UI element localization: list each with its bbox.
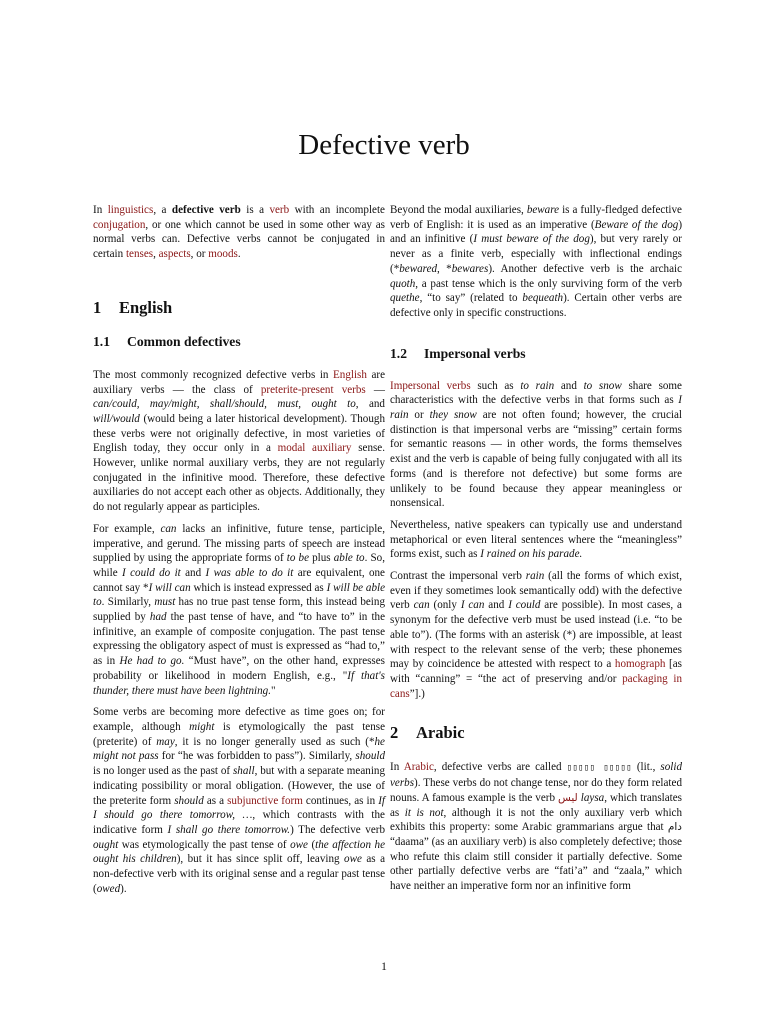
- wiki-link[interactable]: homograph: [614, 658, 666, 671]
- italic-text: He had to go.: [119, 655, 185, 668]
- italic-text: to be: [286, 552, 309, 565]
- wiki-link[interactable]: tenses: [125, 248, 154, 261]
- subsection-number: 1.2: [390, 345, 407, 361]
- wiki-link[interactable]: English: [333, 368, 367, 381]
- italic-text: bewares: [451, 262, 489, 275]
- italic-text: can: [160, 522, 177, 535]
- italic-text: to snow: [583, 379, 622, 392]
- italic-text: he might not pass: [93, 735, 385, 763]
- italic-text: I could: [508, 599, 541, 612]
- paragraph: For example, can lacks an infinitive, future tense, participle, imperative, and gerund. The missing parts of speech are instead supplied by using the appropriate forms of to be plus able to. So, while I could do it and I was able to do it are equivalent, one cannot say *I will can which is instead expressed as I will be able to. Similarly, must has no true past tense form, this instead being supplied by had the past tense of have, and “to have to” in the infinitive, an example of composite conjugation. The past tense expressing the obligatory aspect of must is expressed as “had to,” as in He had to go. “Must have”, on the other hand, expresses probability or likelihood in modern English, e.g., "If that's thunder, there must have been lightning.": [93, 522, 386, 697]
- italic-text: I can: [460, 599, 485, 612]
- paragraph: In Arabic, defective verbs are called ▯▯▯▯▯ ▯▯▯▯▯ (lit., solid verbs). These verbs do not change tense, nor do they form related nouns. A famous example is the verb ليس laysa, which translates as it is not, although it is not the only auxiliary verb which exhibits this property: some Arabic grammarians argue that دام “daama” (as an auxiliary verb) is also completely defective; those who refute this claim still consider it partially defective. Some other partially defective verbs are “fati’a” and “zaala,” which have neither an imperative form nor an infinitive form: [390, 761, 683, 893]
- wiki-link[interactable]: modal auxiliary: [277, 442, 352, 455]
- italic-text: rain: [525, 570, 545, 583]
- left-column: [93, 203, 385, 903]
- italic-text: they snow: [429, 409, 477, 422]
- subsection-title: Impersonal verbs: [424, 345, 526, 361]
- wiki-link[interactable]: verb: [269, 204, 290, 216]
- italic-text: I could do it: [122, 566, 181, 579]
- italic-text: can/could, may/might, shall/should, must, ought to: [93, 398, 356, 411]
- italic-text: shall: [232, 765, 255, 778]
- italic-text: must: [154, 596, 176, 609]
- italic-text: owe: [290, 838, 308, 851]
- italic-text: owe: [344, 853, 362, 866]
- italic-text: solid verbs: [390, 761, 682, 790]
- subsection-heading-impersonal-verbs: [390, 345, 682, 363]
- italic-text: might: [189, 720, 215, 733]
- italic-text: I will can: [148, 581, 191, 594]
- italic-text: had: [149, 611, 167, 624]
- italic-text: If I should go there tomorrow, …: [93, 794, 385, 822]
- italic-text: able to: [333, 552, 365, 565]
- italic-text: If that's thunder, there must have been lightning.: [93, 669, 386, 697]
- wiki-link[interactable]: Impersonal verbs: [390, 379, 471, 392]
- paragraph: Some verbs are becoming more defective as time goes on; for example, although might is etymologically the past tense (preterite) of may, it is no longer generally used as such (*he might not pass for “he was forbidden to pass”). Similarly, should is no longer used as the past of shall, but with a separate meaning indicating possibility or moral obligation. (However, the use of the preterite form should as a subjunctive form continues, as in If I should go there tomorrow, …, which contrasts with the indicative form I shall go there tomorrow.) The defective verb ought was etymologically the past tense of owe (the affection he ought his children), but it has since split off, leaving owe as a non-defective verb with its original sense and a regular past tense (owed).: [93, 706, 386, 895]
- section-title: Arabic: [416, 723, 465, 743]
- section-heading-english: [93, 298, 385, 318]
- intro-paragraph: In linguistics, a defective verb is a verb with an incomplete conjugation, or one which cannot be used in some other way as normal verbs can. Defective verbs cannot be conjugated in certain tenses, aspects, or moods.: [93, 204, 385, 261]
- italic-text: bewared: [399, 262, 438, 275]
- wiki-link[interactable]: moods: [208, 248, 238, 261]
- italic-text: quoth: [390, 277, 416, 290]
- subsection-title: Common defectives: [127, 333, 241, 349]
- italic-text: I shall go there tomorrow.: [167, 823, 291, 836]
- section-heading-arabic: [390, 723, 682, 743]
- page-number: 1: [381, 961, 387, 973]
- paragraph: Impersonal verbs such as to rain and to snow share some characteristics with the defective verbs in that forms such as I rain or they snow are not often found; however, the crucial distinction is that impersonal verbs are “missing” certain forms for semantic reasons — in other words, the forms themselves exist and the verb is capable of being fully conjugated with all its forms (and is therefore not defective) but some forms are unlikely to be found because they appear meaningless or nonsensical.: [390, 379, 682, 510]
- italic-text: the affection he ought his children: [93, 838, 386, 866]
- italic-text: should: [174, 794, 204, 807]
- bold-term: defective verb: [171, 204, 241, 216]
- italic-text: beware: [526, 204, 560, 216]
- italic-text: can: [413, 599, 430, 612]
- wiki-link[interactable]: conjugation: [93, 218, 146, 231]
- wiki-link[interactable]: preterite-present verbs: [260, 383, 366, 396]
- italic-text: ought: [93, 838, 119, 851]
- wiki-link[interactable]: linguistics: [107, 204, 154, 216]
- italic-text: I was able to do it: [205, 566, 294, 579]
- section-number: 2: [390, 723, 399, 743]
- wiki-link[interactable]: aspects: [158, 248, 191, 261]
- italic-text: to rain: [520, 379, 555, 392]
- wiki-link[interactable]: Arabic: [403, 761, 434, 774]
- page-title: Defective verb: [298, 129, 470, 162]
- italic-text: may: [156, 735, 175, 748]
- italic-text: I will be able to: [93, 581, 386, 609]
- paragraph: Beyond the modal auxiliaries, beware is a fully-fledged defective verb of English: it is used as an imperative (Beware of the dog) and an infinitive (I must beware of the dog), but very rarely or never as a finite verb, especially with inflectional endings (*bewared, *bewares). Another defective verb is the archaic quoth, a past tense which is the only surviving form of the verb quethe, “to say” (related to bequeath). Certain other verbs are defective only in specific constructions.: [390, 204, 683, 319]
- italic-text: I must beware of the dog: [473, 233, 590, 246]
- italic-text: quethe: [390, 292, 420, 305]
- italic-text: will/would: [93, 412, 140, 425]
- italic-text: it is not: [404, 806, 444, 819]
- right-column: [390, 203, 682, 901]
- section-title: English: [119, 297, 173, 317]
- arabic-wiki-link[interactable]: ليس: [558, 791, 578, 804]
- wiki-link[interactable]: subjunctive form: [227, 794, 303, 807]
- subsection-heading-common-defectives: [93, 333, 385, 351]
- section-number: 1: [93, 297, 102, 317]
- wiki-link[interactable]: packaging in cans: [390, 672, 682, 700]
- italic-text: laysa: [580, 791, 605, 804]
- italic-text: should: [355, 750, 385, 763]
- paragraph: Contrast the impersonal verb rain (all the forms of which exist, even if they sometimes look semantically odd) with the defective verb can (only I can and I could are possible). In most cases, a synonym for the defective verb must be used instead (i.e. “to be able to”). (The forms with an asterisk (*) are impossible, at least with respect to the relevant sense of the verb; these phonemes may by coincidence be attested with respect to a homograph [as with “canning” = “the act of preserving and/or packaging in cans”].): [390, 570, 683, 700]
- subsection-number: 1.1: [93, 333, 110, 349]
- italic-text: owed: [96, 882, 121, 895]
- italic-text: I rained on his parade.: [480, 548, 583, 561]
- missing-glyphs: ▯▯▯▯▯ ▯▯▯▯▯: [566, 763, 632, 774]
- paragraph: The most commonly recognized defective verbs in English are auxiliary verbs — the class of preterite-present verbs — can/could, may/might, shall/should, must, ought to, and will/would (would being a later historical development). Though these verbs were not originally defective, in most varieties of English today, they occur only in a modal auxiliary sense. However, unlike normal auxiliary verbs, they are not regularly conjugated in the infinitive mood. Therefore, these defective auxiliaries do not accept each other as objects. Additionally, they do not regularly appear as participles.: [93, 368, 386, 514]
- italic-text: Beware of the dog: [594, 218, 679, 231]
- italic-text: I rain: [390, 394, 682, 422]
- arabic-text: دام: [667, 821, 682, 834]
- paragraph: Nevertheless, native speakers can typically use and understand metaphorical or even literal sentences where the “meaningless” forms exist, such as I rained on his parade.: [390, 518, 682, 561]
- italic-text: bequeath: [522, 292, 564, 305]
